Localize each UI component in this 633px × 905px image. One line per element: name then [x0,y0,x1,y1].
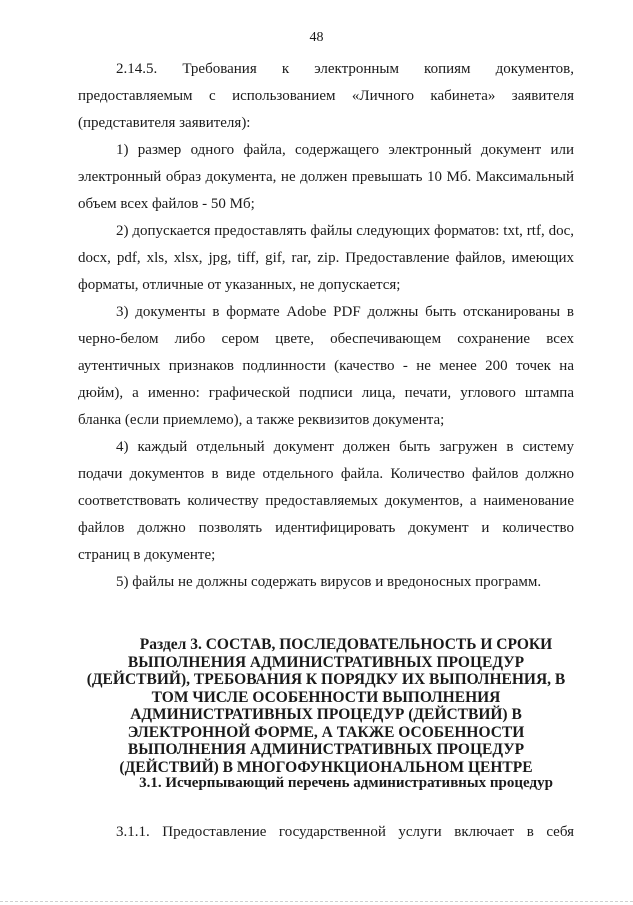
paragraph-item-1: 1) размер одного файла, содержащего электронный документ или электронный образ документа, не должен превышать 10 Мб. Максимальный объем всех файлов - 50 Мб; [78,142,574,212]
section-heading-rest: ВЫПОЛНЕНИЯ АДМИНИСТРАТИВНЫХ ПРОЦЕДУР (ДЕЙСТВИЙ), ТРЕБОВАНИЯ К ПОРЯДКУ ИХ ВЫПОЛНЕНИЯ, В ТОМ ЧИСЛЕ ОСОБЕННОСТИ ВЫПОЛНЕНИЯ АДМИНИСТРАТИВНЫХ ПРОЦЕДУР (ДЕЙСТВИЙ) В ЭЛЕКТРОННОЙ ФОРМЕ, А ТАКЖЕ ОСОБЕННОСТИ ВЫПОЛНЕНИЯ АДМИНИСТРАТИВНЫХ ПРОЦЕДУР (ДЕЙСТВИЙ) В МНОГОФУНКЦИОНАЛЬНОМ ЦЕНТРЕ [86,653,566,776]
paragraph-item-4: 4) каждый отдельный документ должен быть загружен в систему подачи документов в виде отдельного файла. Количество файлов должно соответствовать количеству предоставляемых документов, а наименование файлов должно позволять идентифицировать документ и количество страниц в документе; [78,439,574,563]
page-number: 48 [309,30,324,45]
scan-edge-line [0,901,633,902]
section-heading [78,636,574,776]
paragraph-3-1-1: 3.1.1. Предоставление государственной услуги включает в себя [116,824,574,840]
subsection-heading: 3.1. Исчерпывающий перечень административных процедур [139,775,553,791]
paragraph-item-3: 3) документы в формате Adobe PDF должны быть отсканированы в черно-белом либо сером цвете, обеспечивающем сохранение всех аутентичных признаков подлинности (качество - не менее 200 точек на дюйм), а именно: графической подписи лица, печати, углового штампа бланка (если приемлемо), а также реквизитов документа; [78,304,574,428]
paragraph-item-5: 5) файлы не должны содержать вирусов и вредоносных программ. [116,574,542,590]
paragraph-2-14-5: 2.14.5. Требования к электронным копиям документов, предоставляемым с использованием «Личного кабинета» заявителя (представителя заявителя): [78,61,574,131]
section-heading-line1: Раздел 3. СОСТАВ, ПОСЛЕДОВАТЕЛЬНОСТЬ И СРОКИ [139,636,553,653]
paragraph-item-2: 2) допускается предоставлять файлы следующих форматов: txt, rtf, doc, docx, pdf, xls, xlsx, jpg, tiff, gif, rar, zip. Предоставление файлов, имеющих форматы, отличные от указанных, не допускается; [78,223,574,293]
document-body [78,56,574,596]
